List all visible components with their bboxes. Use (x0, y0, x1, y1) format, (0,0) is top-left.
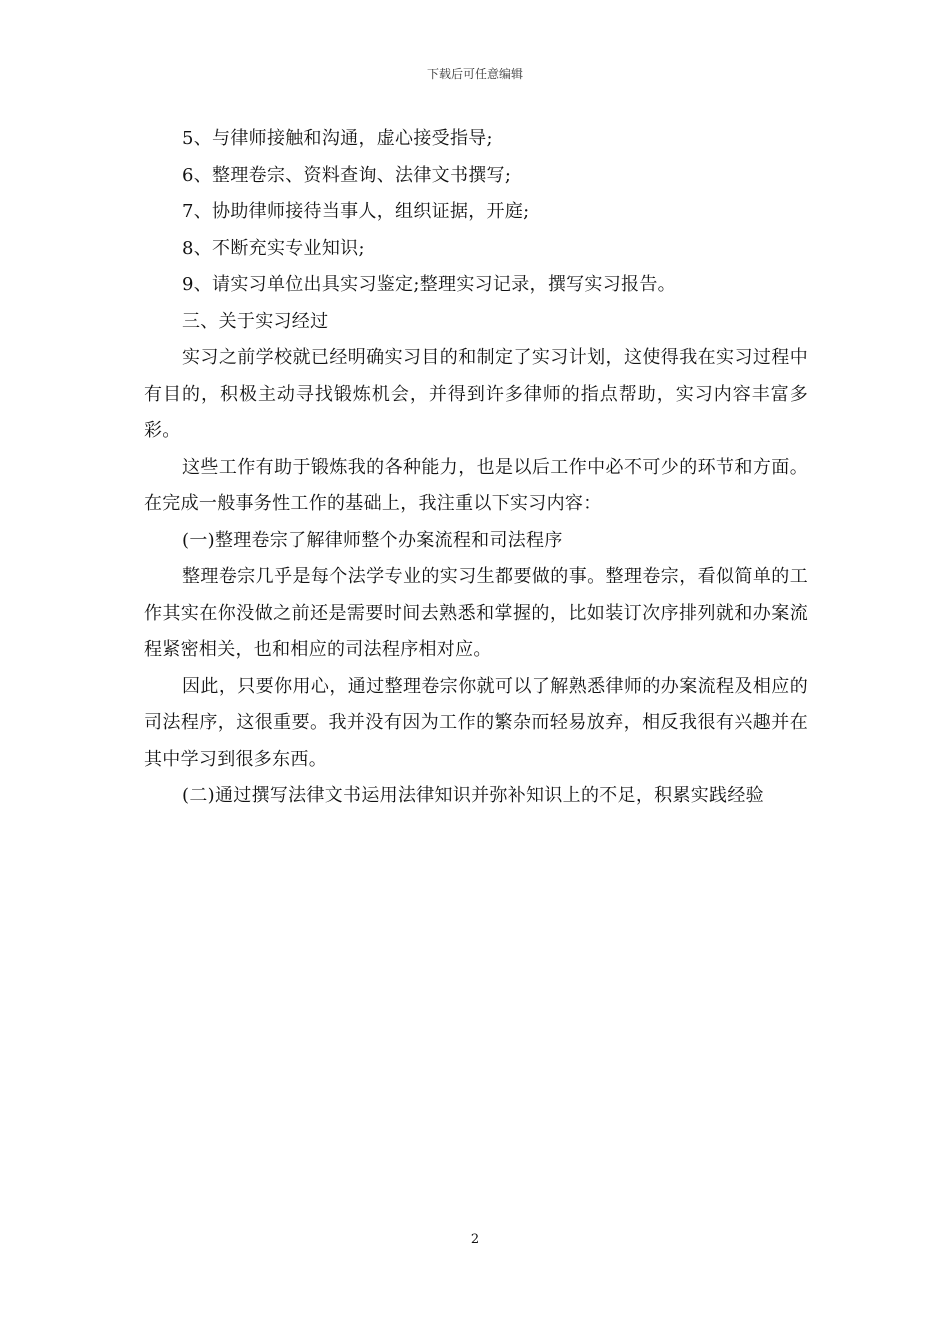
list-item-8: 8、不断充实专业知识; (182, 237, 365, 259)
body-paragraph: 实习之前学校就已经明确实习目的和制定了实习计划，这使得我在实习过程中有目的，积极主动寻找锻炼机会，并得到许多律师的指点帮助，实习内容丰富多彩。 (144, 347, 808, 441)
body-paragraph: 整理卷宗几乎是每个法学专业的实习生都要做的事。整理卷宗，看似简单的工作其实在你没做之前还是需要时间去熟悉和掌握的，比如装订次序排列就和办案流程紧密相关，也和相应的司法程序相对应。 (144, 566, 808, 660)
body-paragraph: 这些工作有助于锻炼我的各种能力，也是以后工作中必不可少的环节和方面。在完成一般事务性工作的基础上，我注重以下实习内容： (144, 456, 808, 514)
page-number: 2 (470, 1232, 480, 1247)
list-item-9: 9、请实习单位出具实习鉴定;整理实习记录，撰写实习报告。 (182, 274, 676, 295)
list-item-5: 5、与律师接触和沟通，虚心接受指导; (182, 128, 493, 149)
page-header: 下载后可任意编辑 (426, 67, 523, 81)
body-paragraph: 因此，只要你用心，通过整理卷宗你就可以了解熟悉律师的办案流程及相应的司法程序，这很重要。我并没有因为工作的繁杂而轻易放弃，相反我很有兴趣并在其中学习到很多东西。 (144, 675, 808, 770)
document-body (144, 121, 808, 815)
list-item-7: 7、协助律师接待当事人，组织证据，开庭; (182, 201, 530, 222)
section-heading: 三、关于实习经过 (182, 310, 329, 332)
subsection-heading: (二)通过撰写法律文书运用法律知识并弥补知识上的不足，积累实践经验 (182, 785, 764, 806)
list-item-6: 6、整理卷宗、资料查询、法律文书撰写; (182, 164, 512, 186)
subsection-heading: (一)整理卷宗了解律师整个办案流程和司法程序 (182, 529, 563, 551)
